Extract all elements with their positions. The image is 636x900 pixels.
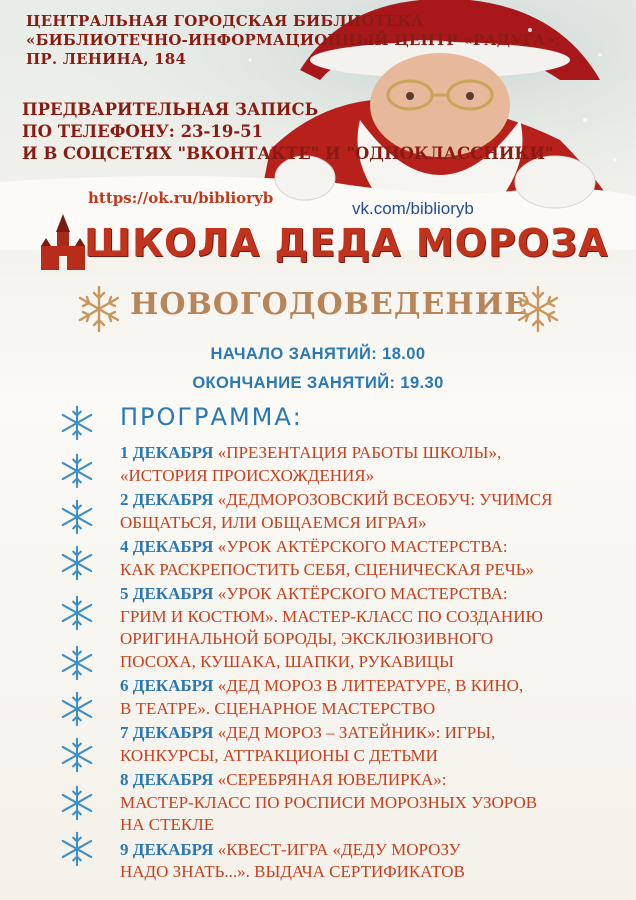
snowflake-icon <box>58 830 96 868</box>
schedule-item <box>120 769 620 837</box>
schedule-text: «ДЕД МОРОЗ В ЛИТЕРАТУРЕ, В КИНО, <box>217 676 524 695</box>
schedule-item <box>120 442 620 487</box>
schedule-text: «УРОК АКТЁРСКОГО МАСТЕРСТВА: <box>217 537 508 556</box>
end-time: ОКОНЧАНИЕ ЗАНЯТИЙ: 19.30 <box>192 374 444 392</box>
tower-icon <box>40 214 86 270</box>
schedule-item <box>120 583 620 673</box>
header-line: ПР. ЛЕНИНА, 184 <box>26 50 187 68</box>
library-header <box>26 12 561 69</box>
schedule-text: В ТЕАТРЕ». СЦЕНАРНОЕ МАСТЕРСТВО <box>120 698 436 718</box>
header-line: ЦЕНТРАЛЬНАЯ ГОРОДСКАЯ БИБЛИОТЕКА <box>26 12 424 30</box>
schedule-text: «ДЕДМОРОЗОВСКИЙ ВСЕОБУЧ: УЧИМСЯ <box>217 490 553 509</box>
signup-line: И В СОЦСЕТЯХ "ВКОНТАКТЕ" И "ОДНОКЛАССНИКИ" <box>22 144 554 163</box>
subtitle: НОВОГОДОВЕДЕНИЕ <box>130 287 528 322</box>
schedule-item <box>120 536 620 581</box>
snowflake-icon <box>58 498 96 536</box>
program-schedule <box>120 442 620 884</box>
signup-line: ПО ТЕЛЕФОНУ: 23-19-51 <box>22 122 264 141</box>
schedule-item <box>120 722 620 767</box>
schedule-text: ГРИМ И КОСТЮМ». МАСТЕР-КЛАСС ПО СОЗДАНИЮ <box>120 606 543 626</box>
schedule-date: 9 ДЕКАБРЯ <box>120 839 214 859</box>
schedule-text: НА СТЕКЛЕ <box>120 815 215 834</box>
school-title: ШКОЛА ДЕДА МОРОЗА <box>84 221 609 265</box>
schedule-text: ОРИГИНАЛЬНОЙ БОРОДЫ, ЭКСКЛЮЗИВНОГО <box>120 629 494 648</box>
schedule-text: НАДО ЗНАТЬ...». ВЫДАЧА СЕРТИФИКАТОВ <box>120 862 465 881</box>
signup-info <box>22 99 554 165</box>
schedule-date: 6 ДЕКАБРЯ <box>120 676 214 695</box>
schedule-text: «ИСТОРИЯ ПРОИСХОЖДЕНИЯ» <box>120 465 375 485</box>
program-title: ПРОГРАММА: <box>120 403 303 431</box>
schedule-item <box>120 489 620 534</box>
schedule-text: КОНКУРСЫ, АТТРАКЦИОНЫ С ДЕТЬМИ <box>120 745 438 765</box>
schedule-date: 8 ДЕКАБРЯ <box>120 770 214 789</box>
schedule-date: 5 ДЕКАБРЯ <box>120 584 214 603</box>
schedule-text: КАК РАСКРЕПОСТИТЬ СЕБЯ, СЦЕНИЧЕСКАЯ РЕЧЬ» <box>120 559 535 579</box>
snowflake-icon <box>58 594 96 632</box>
snowflake-icon <box>74 284 124 334</box>
snowflake-icon <box>58 644 96 682</box>
snowflake-icon <box>58 404 96 442</box>
schedule-item <box>120 675 620 720</box>
snowflake-icon <box>58 736 96 774</box>
snowflake-icon <box>513 284 563 334</box>
schedule-item <box>120 839 620 884</box>
snowflake-icon <box>58 690 96 728</box>
schedule-text: «СЕРЕБРЯНАЯ ЮВЕЛИРКА»: <box>217 770 447 789</box>
vk-link[interactable]: vk.com/biblioryb <box>352 199 474 218</box>
header-line: «БИБЛИОТЕЧНО-ИНФОРМАЦИОННЫЙ ЦЕНТР «РАДУГА», <box>26 31 561 49</box>
schedule-date: 4 ДЕКАБРЯ <box>120 537 214 556</box>
ok-link[interactable]: https://ok.ru/biblioryb <box>88 189 274 207</box>
schedule-text: МАСТЕР-КЛАСС ПО РОСПИСИ МОРОЗНЫХ УЗОРОВ <box>120 792 538 812</box>
schedule-text: ОБЩАТЬСЯ, ИЛИ ОБЩАЕМСЯ ИГРАЯ» <box>120 512 427 532</box>
schedule-date: 2 ДЕКАБРЯ <box>120 490 214 509</box>
snowflake-icon <box>58 452 96 490</box>
schedule-text: «ДЕД МОРОЗ – ЗАТЕЙНИК»: ИГРЫ, <box>217 723 496 742</box>
schedule-text: «КВЕСТ-ИГРА «ДЕДУ МОРОЗУ <box>217 839 461 859</box>
schedule-text: ПОСОХА, КУШАКА, ШАПКИ, РУКАВИЦЫ <box>120 651 454 671</box>
snowflake-icon <box>58 544 96 582</box>
schedule-text: «УРОК АКТЁРСКОГО МАСТЕРСТВА: <box>217 584 508 603</box>
signup-line: ПРЕДВАРИТЕЛЬНАЯ ЗАПИСЬ <box>22 100 319 119</box>
start-time: НАЧАЛО ЗАНЯТИЙ: 18.00 <box>210 345 426 363</box>
schedule-date: 7 ДЕКАБРЯ <box>120 723 214 742</box>
schedule-date: 1 ДЕКАБРЯ <box>120 443 214 462</box>
schedule-text: «ПРЕЗЕНТАЦИЯ РАБОТЫ ШКОЛЫ», <box>217 443 502 462</box>
snowflake-icon <box>58 784 96 822</box>
